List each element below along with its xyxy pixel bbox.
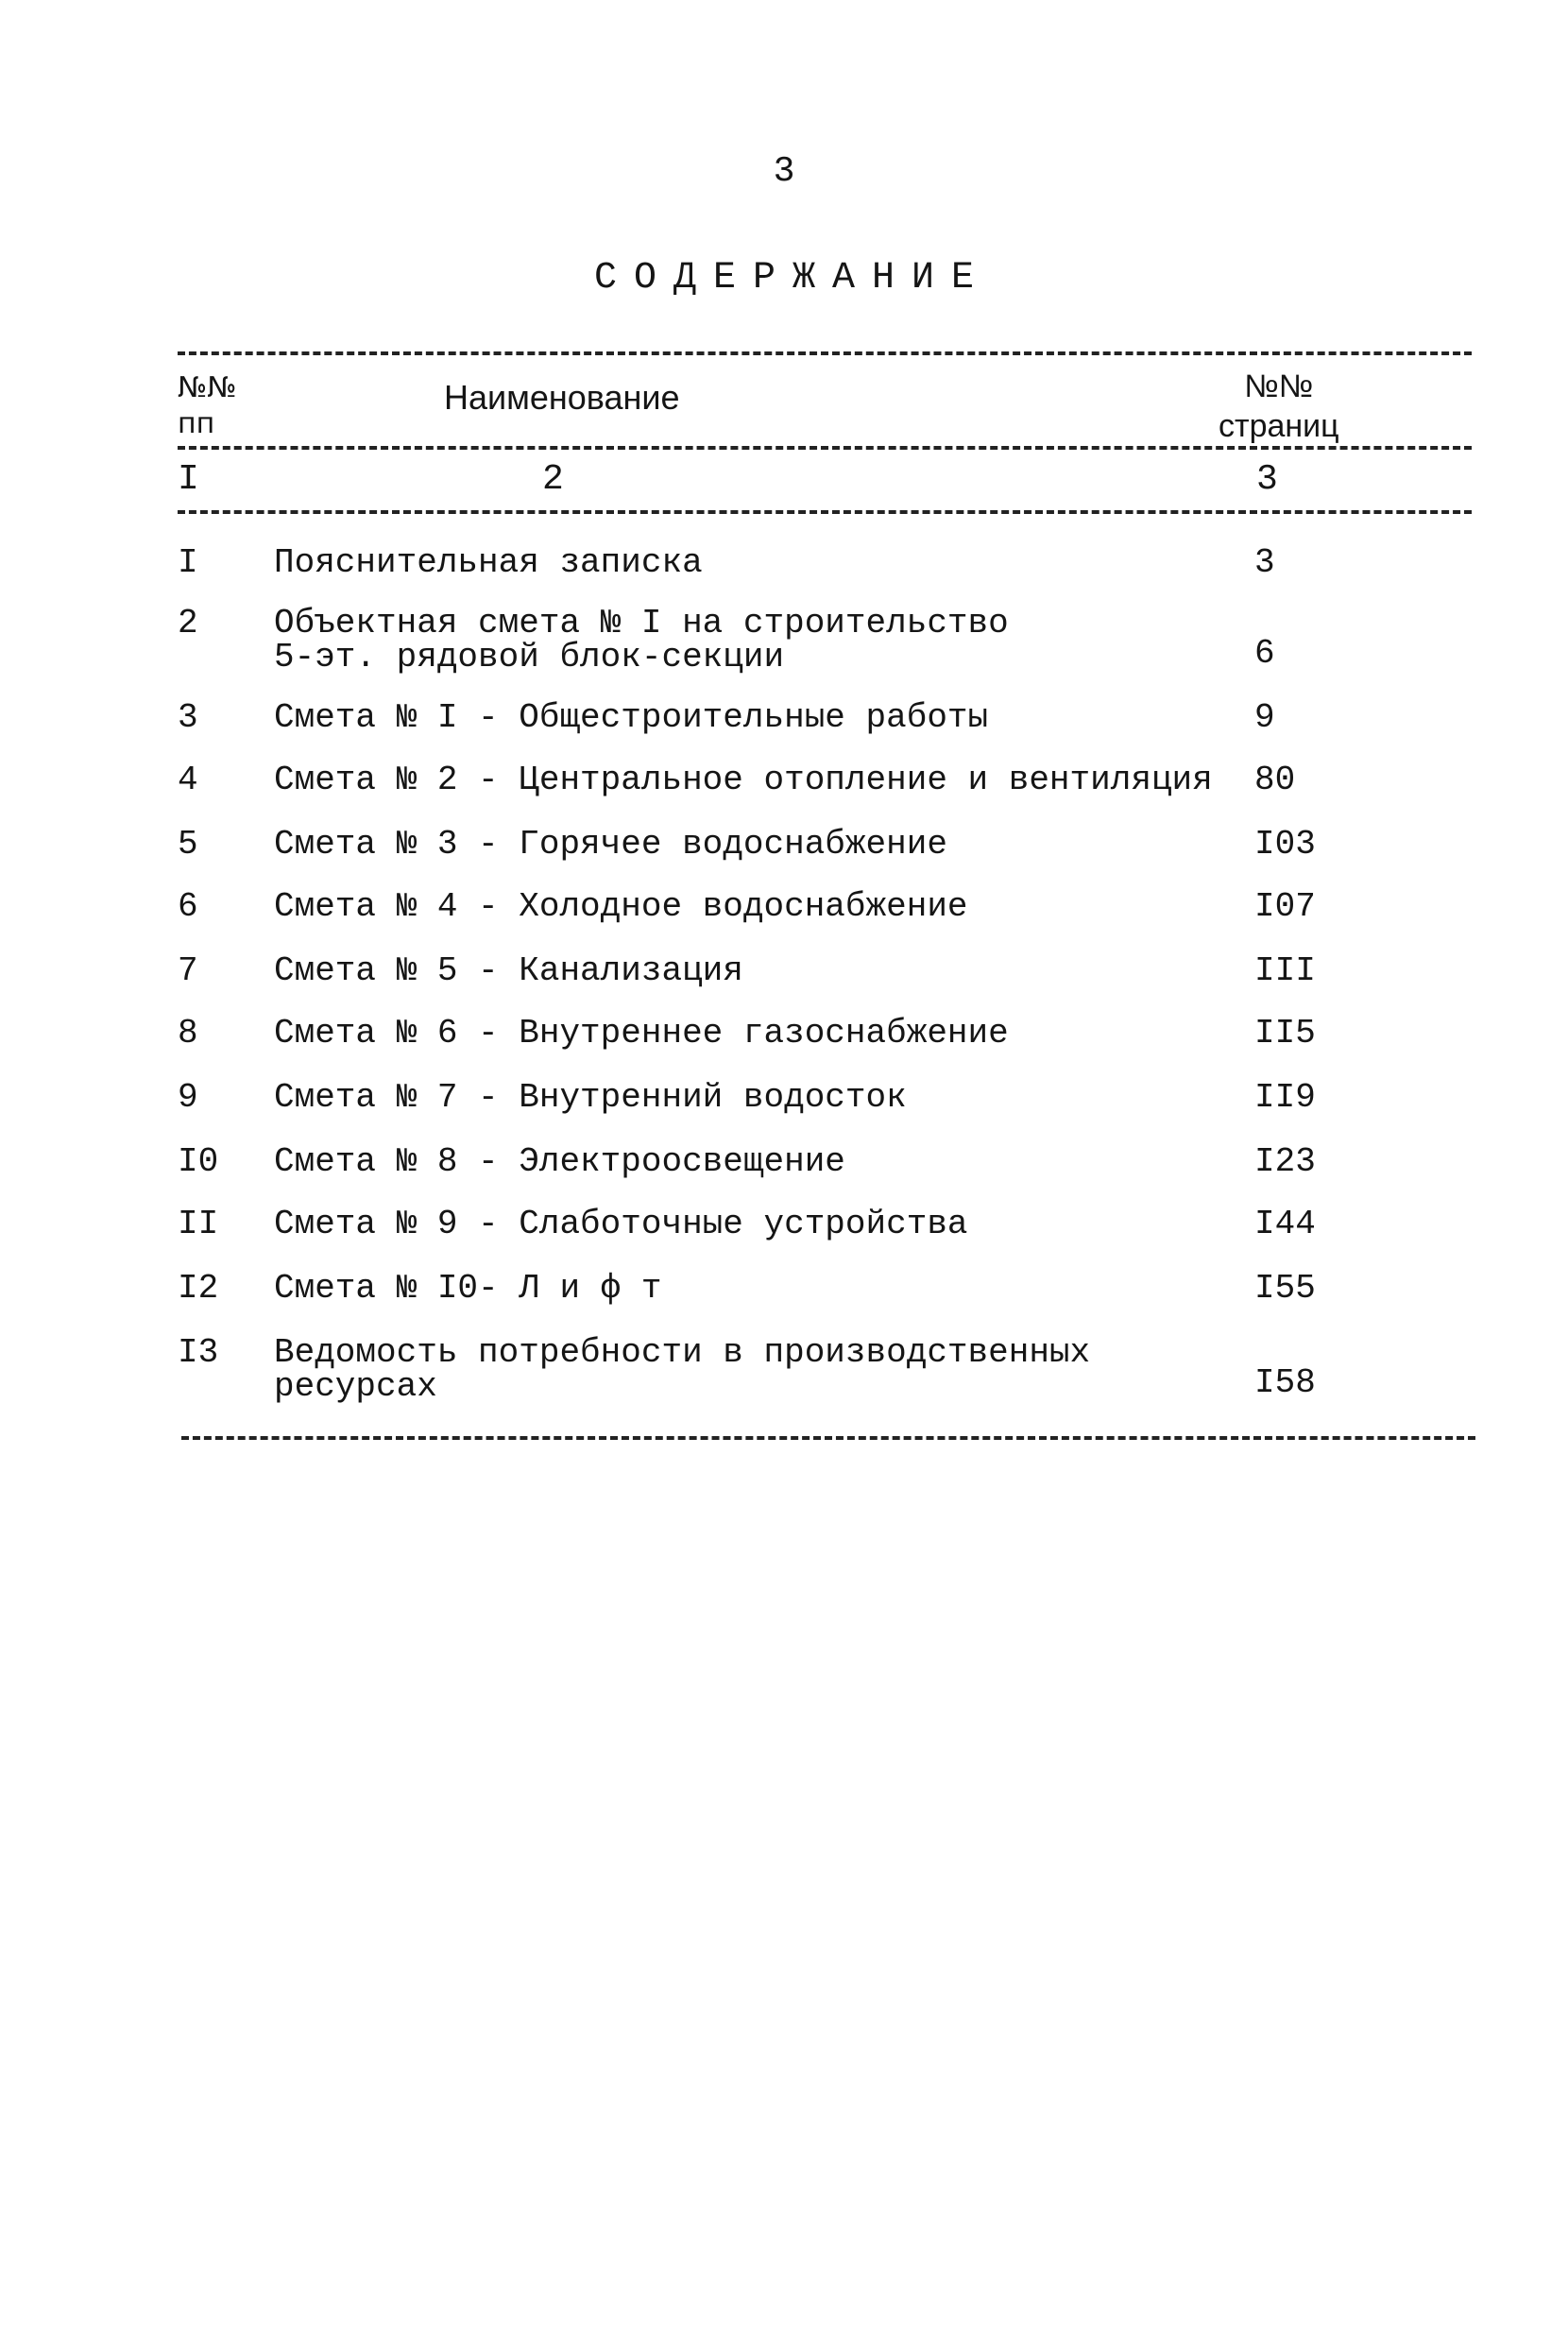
row-page: 6 [1254,634,1275,673]
row-name: Смета № 4 - Холодное водоснабжение [274,887,968,926]
row-number: I0 [178,1142,219,1181]
row-page: I55 [1254,1269,1316,1308]
header-rule [178,446,1472,450]
page-number: 3 [773,151,795,192]
row-number: I3 [178,1333,219,1372]
column-number-1: I [178,459,199,500]
row-page: 3 [1254,543,1275,582]
row-page: I58 [1254,1363,1316,1402]
row-name: Смета № I0- Л и ф т [274,1269,662,1308]
row-number: II [178,1205,219,1243]
row-name: Смета № 9 - Слаботочные устройства [274,1205,968,1243]
table-top-rule [178,351,1472,355]
header-num-label: №№ пп [178,371,237,440]
row-number: 9 [178,1078,198,1117]
row-page: I44 [1254,1205,1316,1243]
row-name: Смета № 3 - Горячее водоснабжение [274,825,947,864]
column-number-2: 2 [542,459,564,500]
row-name: Смета № 8 - Электроосвещение [274,1142,845,1181]
row-page: 9 [1254,698,1275,737]
row-number: I2 [178,1269,219,1308]
row-name: Смета № 5 - Канализация [274,951,743,990]
row-number: 6 [178,887,198,926]
row-page: II5 [1254,1014,1316,1053]
column-number-3: 3 [1256,459,1278,500]
row-number: I [178,543,198,582]
row-name: Смета № 7 - Внутренний водосток [274,1078,907,1117]
row-number: 7 [178,951,198,990]
row-page: I03 [1254,825,1316,864]
header-name-label: Наименование [444,378,680,417]
row-page: I07 [1254,887,1316,926]
row-page: 80 [1254,761,1296,799]
row-name: Смета № 2 - Центральное отопление и вентиляция [274,761,1213,799]
row-page: I23 [1254,1142,1316,1181]
row-name: Смета № 6 - Внутреннее газоснабжение [274,1014,1009,1053]
column-number-rule [178,510,1472,514]
row-number: 2 [178,604,198,642]
row-number: 4 [178,761,198,799]
row-page: III [1254,951,1316,990]
header-page-label: №№ страниц [1219,368,1339,444]
page-title: СОДЕРЖАНИЕ [593,257,992,300]
row-number: 3 [178,698,198,737]
table-bottom-rule [181,1436,1475,1440]
row-number: 8 [178,1014,198,1053]
row-name: Смета № I - Общестроительные работы [274,698,989,737]
row-name: Ведомость потребности в производственных ресурсах [274,1333,1091,1406]
row-name: Объектная смета № I на строительство 5-эт. рядовой блок-секции [274,604,1009,676]
row-page: II9 [1254,1078,1316,1117]
row-number: 5 [178,825,198,864]
row-name: Пояснительная записка [274,543,703,582]
